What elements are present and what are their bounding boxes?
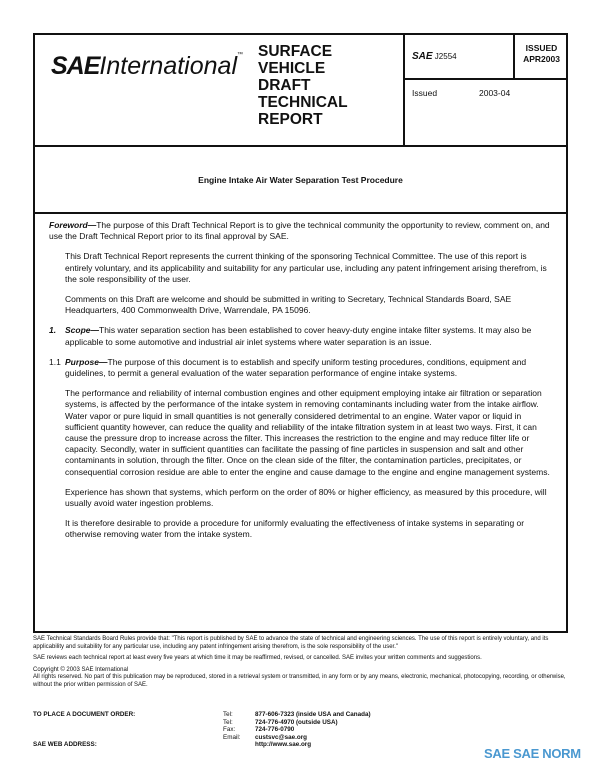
contact-row	[223, 726, 371, 734]
contact-key: Fax:	[223, 726, 236, 734]
contact-value: 724-776-4970 (outside USA)	[255, 718, 338, 726]
section-text: The purpose of this document is to establish and specify uniform testing procedures, conditions, equipment and guidelines, to permit a general evaluation of the water separation performance of engine intake systems.	[65, 356, 527, 379]
foreword	[49, 220, 554, 242]
section-scope	[49, 325, 554, 347]
paragraph: It is therefore desirable to provide a procedure for uniformly evaluating the effectiveness of intake systems in separating or otherwise removing water from the intake system.	[65, 518, 525, 540]
doc-number	[405, 35, 513, 80]
section-number: 1.1	[49, 356, 61, 367]
issued-date: 2003-04	[479, 88, 511, 98]
section-heading: Scope—	[65, 325, 100, 336]
contact-value: 877-606-7323 (inside USA and Canada)	[255, 711, 371, 718]
report-type-line: VEHICLE	[258, 60, 326, 77]
foreword-text: The purpose of this Draft Technical Report is to give the technical community the opportunity to review, comment on, and use the Draft Technical Report prior to its final approval by SAE.	[49, 220, 550, 242]
paragraph: This Draft Technical Report represents the current thinking of the sponsoring Technical Committee. The use of this report is entirely voluntary, and its applicability and suitability for any particular use, including any patent infringement arising therefrom, is the sole responsibility of the user.	[65, 251, 547, 284]
section-purpose	[49, 357, 554, 379]
web-link[interactable]: http://www.sae.org	[255, 741, 312, 749]
foreword-heading: Foreword—	[49, 220, 97, 230]
status-date: APR2003	[523, 54, 560, 64]
sae-logo	[51, 52, 243, 81]
doc-prefix: SAE	[412, 51, 433, 62]
logo-tm: ™	[237, 52, 244, 58]
issued-label: Issued	[412, 88, 438, 98]
sae-norm-logo: SAE SAE NORM	[484, 746, 581, 761]
email-link[interactable]: custsvc@sae.org	[255, 733, 307, 741]
report-type-line: TECHNICAL	[258, 94, 348, 111]
status-badge	[513, 35, 568, 80]
contact-key: Email:	[223, 733, 241, 741]
document-title: Engine Intake Air Water Separation Test Procedure	[198, 175, 403, 185]
report-type-line: SURFACE	[258, 43, 333, 60]
order-label: TO PLACE A DOCUMENT ORDER:	[33, 711, 136, 718]
contact-row	[223, 711, 371, 719]
web-label: SAE WEB ADDRESS:	[33, 741, 97, 748]
issued-row	[412, 88, 562, 98]
status-label: ISSUED	[525, 43, 558, 53]
review-note: SAE reviews each technical report at least every five years at which time it may be reaffirmed, revised, or cancelled. SAE invites your written comments and suggestions.	[33, 655, 482, 661]
copyright: Copyright © 2003 SAE International	[33, 666, 129, 673]
document-frame	[33, 33, 568, 633]
report-type	[258, 43, 348, 128]
rights-note: All rights reserved. No part of this publication may be reproduced, stored in a retrieval system or transmitted, in any form or by any means, electronic, mechanical, photocopying, recording, or otherwise, without the prior written permission of SAE.	[33, 674, 566, 688]
contact-key	[223, 741, 255, 749]
divider	[35, 212, 566, 214]
contact-key: Tel:	[223, 718, 233, 726]
contact-key: Tel:	[223, 711, 233, 718]
report-type-line: DRAFT	[258, 77, 311, 94]
contact-list	[223, 711, 371, 749]
contact-row	[223, 741, 371, 749]
report-type-line: REPORT	[258, 111, 323, 128]
logo-word: International	[99, 52, 238, 80]
footer-notes	[33, 636, 568, 689]
rules-note: SAE Technical Standards Board Rules provide that: "This report is published by SAE to advance the state of technical and engineering sciences. The use of this report is entirely voluntary, and its applicability and suitability for any particular use, including any patent infringement arising therefrom, is the sole responsibility of the user."	[33, 636, 549, 650]
contact-row	[223, 719, 371, 727]
paragraph: Experience has shown that systems, which perform on the order of 80% or higher efficiency, as measured by this procedure, will usually avoid water ingestion problems.	[65, 486, 547, 509]
section-heading: Purpose—	[65, 356, 108, 367]
paragraph: The performance and reliability of internal combustion engines and other equipment employing intake air filtration or separation systems, is affected by the performance of the intake system in removing contaminants including water from the intake airflow. Water vapor or pure liquid in small quantities is not generally considered detrimental to an engine. Water vapor or liquid in sufficient quantity however, can reduce the quality and reliability of the intake filtration system in at least two ways. First, it can cause the pressure drop to increase across the filter. This increases the restriction to the engine and may reduce filter life or capacity. Secondly, water in sufficient quantities can facilitate the passing of fine particles in suspension and salt and other contaminants in solution, through the filter. Once on the clean side of the filter, the contamination particles, precipitates, or consequential corrosion residue are able to enter the engine and cause damage to the engine and engine management systems.	[65, 388, 550, 477]
section-text: This water separation section has been established to cover heavy-duty engine intake filter systems. It may also be applicable to some automotive and industrial air inlet systems where water separation is an issue.	[65, 325, 532, 347]
contact-value: 724-776-0790	[255, 726, 295, 734]
doc-number-value: J2554	[434, 52, 457, 61]
doc-info-box	[403, 35, 566, 147]
contact-row	[223, 734, 371, 742]
section-number: 1.	[49, 325, 57, 336]
logo-brand: SAE	[51, 52, 100, 80]
header	[35, 35, 566, 147]
paragraph: Comments on this Draft are welcome and should be submitted in writing to Secretary, Technical Standards Board, SAE Headquarters, 400 Commonwealth Drive, Warrendale, PA 15096.	[65, 294, 512, 316]
document-body	[49, 220, 554, 550]
